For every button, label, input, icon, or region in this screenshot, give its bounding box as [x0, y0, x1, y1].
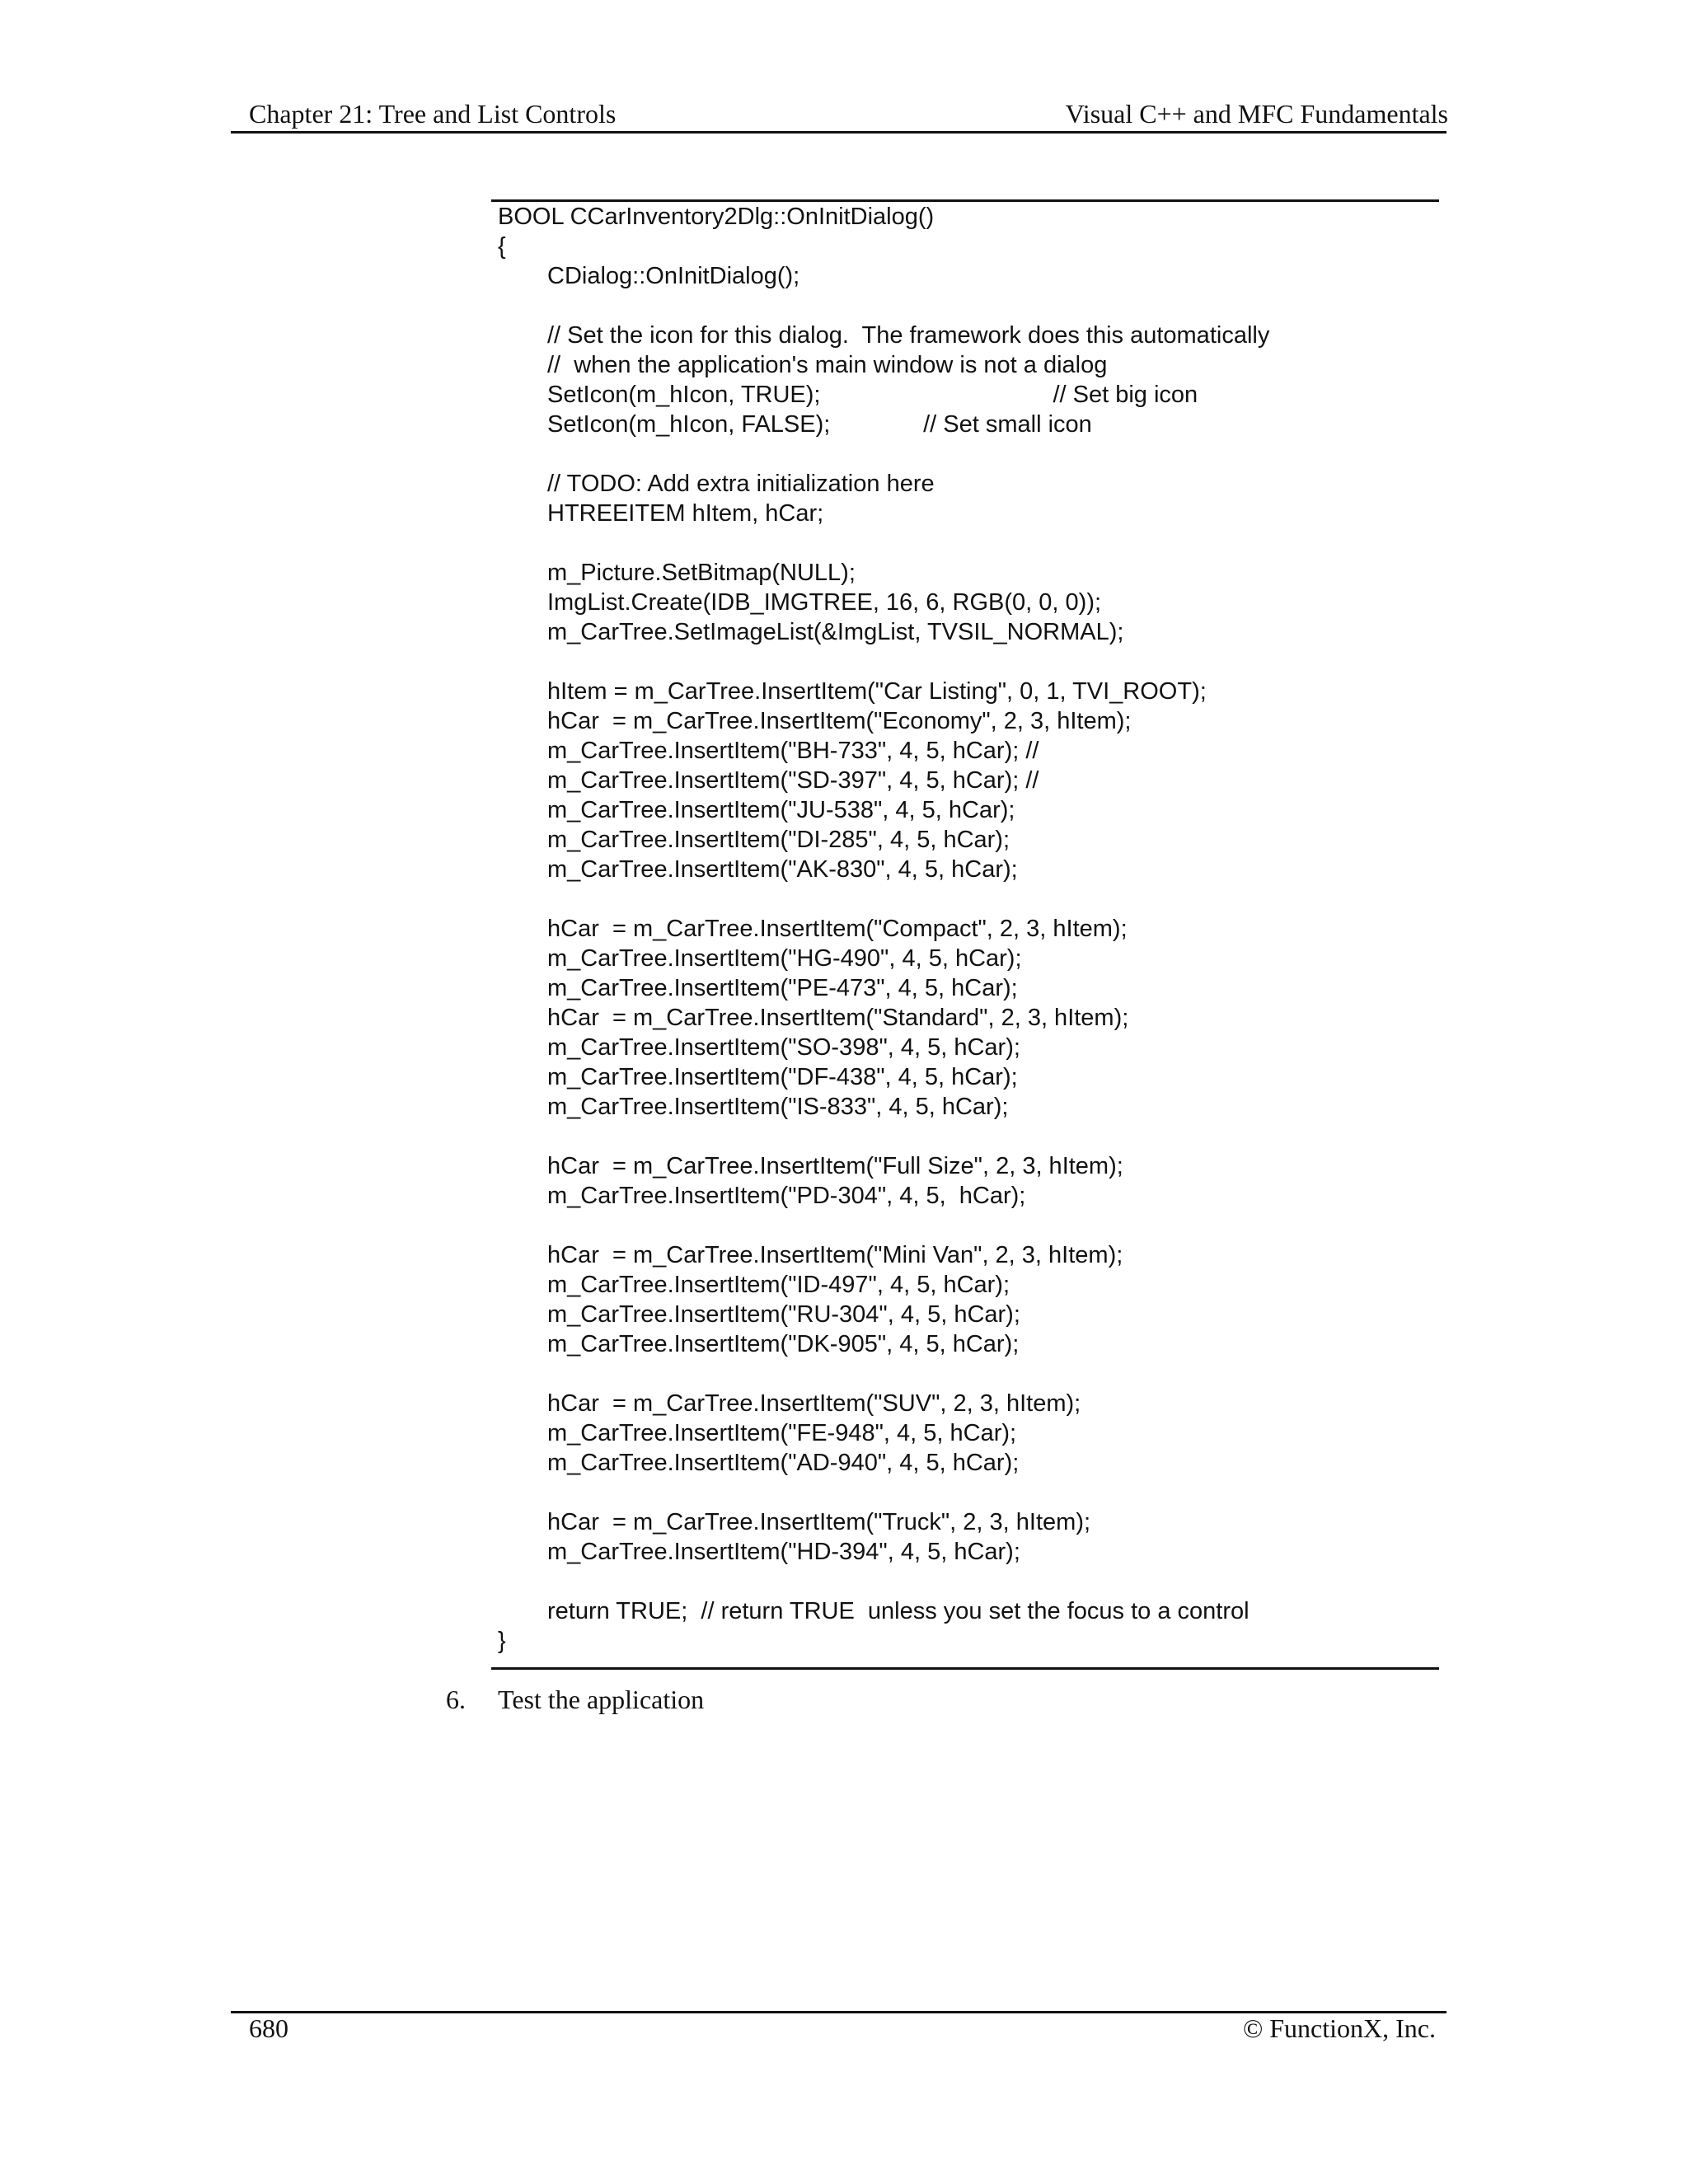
code-line: m_CarTree.InsertItem("PD-304", 4, 5, hCar);	[547, 1183, 1026, 1209]
code-line: m_CarTree.InsertItem("DK-905", 4, 5, hCar);	[547, 1331, 1020, 1357]
code-line: m_CarTree.InsertItem("HG-490", 4, 5, hCar);	[547, 945, 1022, 972]
code-line: m_CarTree.InsertItem("BH-733", 4, 5, hCar); //	[547, 738, 1039, 764]
code-bottom-rule	[491, 1667, 1439, 1670]
code-line: SetIcon(m_hIcon, FALSE); // Set small icon	[547, 411, 1092, 438]
code-line: m_CarTree.SetImageList(&ImgList, TVSIL_NORMAL);	[547, 619, 1124, 645]
code-line: m_CarTree.InsertItem("DF-438", 4, 5, hCar);	[547, 1064, 1018, 1090]
code-line: ImgList.Create(IDB_IMGTREE, 16, 6, RGB(0, 0, 0));	[547, 589, 1102, 616]
running-header-book-title: Visual C++ and MFC Fundamentals	[1065, 99, 1448, 129]
code-line: m_CarTree.InsertItem("SO-398", 4, 5, hCar);	[547, 1034, 1020, 1061]
code-line: hCar = m_CarTree.InsertItem("Compact", 2, 3, hItem);	[547, 916, 1128, 942]
code-line: m_CarTree.InsertItem("ID-497", 4, 5, hCar);	[547, 1272, 1010, 1298]
code-line: m_Picture.SetBitmap(NULL);	[547, 560, 856, 586]
code-line: m_CarTree.InsertItem("AK-830", 4, 5, hCar);	[547, 856, 1018, 883]
code-line: return TRUE; // return TRUE unless you set the focus to a control	[547, 1598, 1250, 1624]
code-line: hCar = m_CarTree.InsertItem("Economy", 2, 3, hItem);	[547, 708, 1132, 734]
code-line: m_CarTree.InsertItem("PE-473", 4, 5, hCar);	[547, 975, 1018, 1001]
running-header-chapter: Chapter 21: Tree and List Controls	[249, 99, 617, 129]
code-line: m_CarTree.InsertItem("JU-538", 4, 5, hCar);	[547, 797, 1015, 823]
code-line: HTREEITEM hItem, hCar;	[547, 500, 824, 527]
code-line: // when the application's main window is not a dialog	[547, 352, 1108, 378]
code-line: // Set the icon for this dialog. The framework does this automatically	[547, 322, 1270, 349]
code-line: hItem = m_CarTree.InsertItem("Car Listing", 0, 1, TVI_ROOT);	[547, 678, 1207, 705]
header-rule	[231, 131, 1447, 134]
code-line: hCar = m_CarTree.InsertItem("Truck", 2, 3, hItem);	[547, 1509, 1091, 1535]
code-line: hCar = m_CarTree.InsertItem("Mini Van", 2, 3, hItem);	[547, 1242, 1123, 1268]
code-line: hCar = m_CarTree.InsertItem("Standard", 2, 3, hItem);	[547, 1005, 1129, 1031]
code-line: hCar = m_CarTree.InsertItem("Full Size", 2, 3, hItem);	[547, 1153, 1123, 1179]
step-text: Test the application	[498, 1685, 705, 1714]
step-number: 6.	[446, 1685, 466, 1714]
code-line: m_CarTree.InsertItem("AD-940", 4, 5, hCar);	[547, 1450, 1020, 1476]
page-number: 680	[249, 2013, 288, 2043]
code-line: hCar = m_CarTree.InsertItem("SUV", 2, 3, hItem);	[547, 1390, 1081, 1417]
code-line: m_CarTree.InsertItem("SD-397", 4, 5, hCar); //	[547, 767, 1039, 794]
code-line: m_CarTree.InsertItem("HD-394", 4, 5, hCar);	[547, 1539, 1020, 1565]
copyright: © FunctionX, Inc.	[1242, 2013, 1436, 2043]
code-line: m_CarTree.InsertItem("RU-304", 4, 5, hCar);	[547, 1301, 1020, 1328]
code-line: // TODO: Add extra initialization here	[547, 471, 935, 497]
code-line: m_CarTree.InsertItem("FE-948", 4, 5, hCar);	[547, 1420, 1017, 1446]
code-line: SetIcon(m_hIcon, TRUE); // Set big icon	[547, 382, 1198, 408]
code-line: BOOL CCarInventory2Dlg::OnInitDialog()	[498, 204, 935, 230]
code-line: {	[498, 233, 506, 260]
code-line: m_CarTree.InsertItem("IS-833", 4, 5, hCar);	[547, 1094, 1009, 1120]
code-line: }	[498, 1628, 506, 1654]
code-line: CDialog::OnInitDialog();	[547, 263, 800, 289]
code-line: m_CarTree.InsertItem("DI-285", 4, 5, hCar);	[547, 827, 1010, 853]
